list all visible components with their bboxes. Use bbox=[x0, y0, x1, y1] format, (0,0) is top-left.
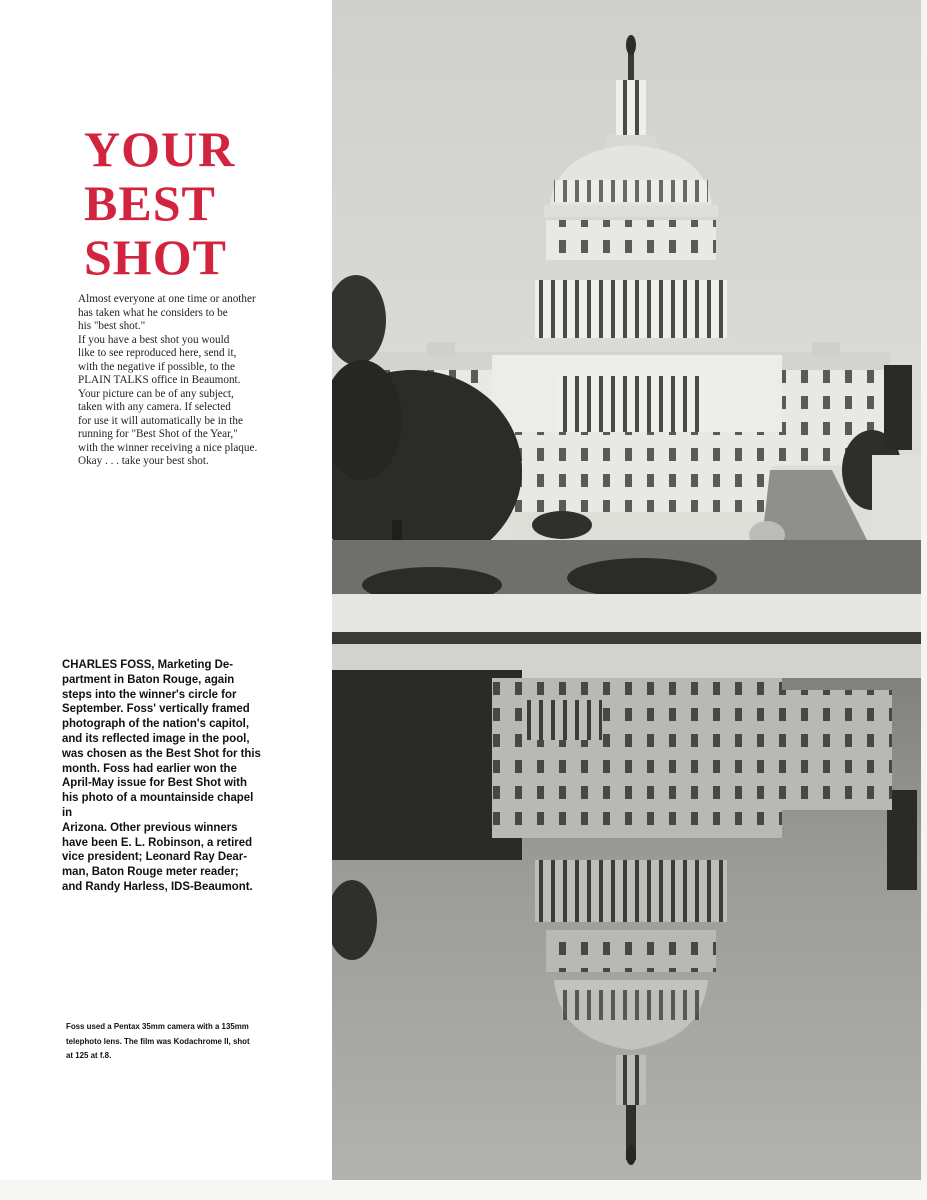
caption-line: Foss used a Pentax 35mm camera with a 135mm bbox=[66, 1021, 249, 1031]
intro-line: like to see reproduced here, send it, bbox=[78, 347, 237, 359]
story-line: have been E. L. Robinson, a retired bbox=[62, 834, 253, 849]
story-line: steps into the winner's circle for bbox=[62, 686, 237, 701]
headline bbox=[84, 122, 314, 284]
headline-line-3: SHOT bbox=[84, 229, 227, 285]
right-margin bbox=[921, 0, 927, 1200]
capitol-reflection-illustration bbox=[332, 0, 921, 1180]
caption-line: telephoto lens. The film was Kodachrome II, shot bbox=[66, 1035, 250, 1046]
story-line: September. Foss' vertically framed bbox=[62, 701, 250, 716]
bottom-margin bbox=[0, 1180, 927, 1200]
intro-line: Almost everyone at one time or another bbox=[78, 293, 256, 305]
intro-line: taken with any camera. If selected bbox=[78, 401, 231, 413]
story-line: man, Baton Rouge meter reader; bbox=[62, 864, 239, 879]
intro-line: If you have a best shot you would bbox=[78, 333, 230, 346]
intro-line: PLAIN TALKS office in Beaumont. bbox=[78, 374, 241, 386]
text-column bbox=[0, 0, 332, 1200]
intro-line: Your picture can be of any subject, bbox=[78, 387, 234, 400]
story-line: and Randy Harless, IDS-Beaumont. bbox=[62, 878, 253, 893]
intro-line: has taken what he considers to be bbox=[78, 306, 228, 319]
capitol-photograph bbox=[332, 0, 921, 1180]
story-line: photograph of the nation's capitol, bbox=[62, 716, 249, 731]
headline-line-1: YOUR bbox=[84, 121, 236, 177]
headline-line-2: BEST bbox=[84, 175, 216, 231]
intro-line: running for "Best Shot of the Year," bbox=[78, 428, 238, 440]
intro-line: with the negative if possible, to the bbox=[78, 360, 235, 373]
story-line: was chosen as the Best Shot for this bbox=[62, 745, 261, 760]
story-line: vice president; Leonard Ray Dear- bbox=[62, 849, 247, 864]
story-line: his photo of a mountainside chapel in bbox=[62, 790, 254, 819]
story-line: month. Foss had earlier won the bbox=[62, 760, 237, 775]
intro-line: with the winner receiving a nice plaque. bbox=[78, 441, 258, 454]
story-line: Arizona. Other previous winners bbox=[62, 819, 238, 834]
story-line: CHARLES FOSS, Marketing De- bbox=[62, 657, 234, 671]
intro-line: Okay . . . take your best shot. bbox=[78, 455, 209, 467]
story-line: April-May issue for Best Shot with bbox=[62, 775, 247, 790]
intro-line: for use it will automatically be in the bbox=[78, 414, 243, 427]
story-line: and its reflected image in the pool, bbox=[62, 730, 250, 745]
story-line: partment in Baton Rouge, again bbox=[62, 671, 235, 686]
caption-line: at 125 at f.8. bbox=[66, 1050, 112, 1060]
intro-line: his "best shot." bbox=[78, 320, 146, 332]
intro-paragraph bbox=[78, 293, 308, 469]
winner-story bbox=[62, 657, 264, 894]
photo-caption bbox=[66, 1019, 296, 1063]
